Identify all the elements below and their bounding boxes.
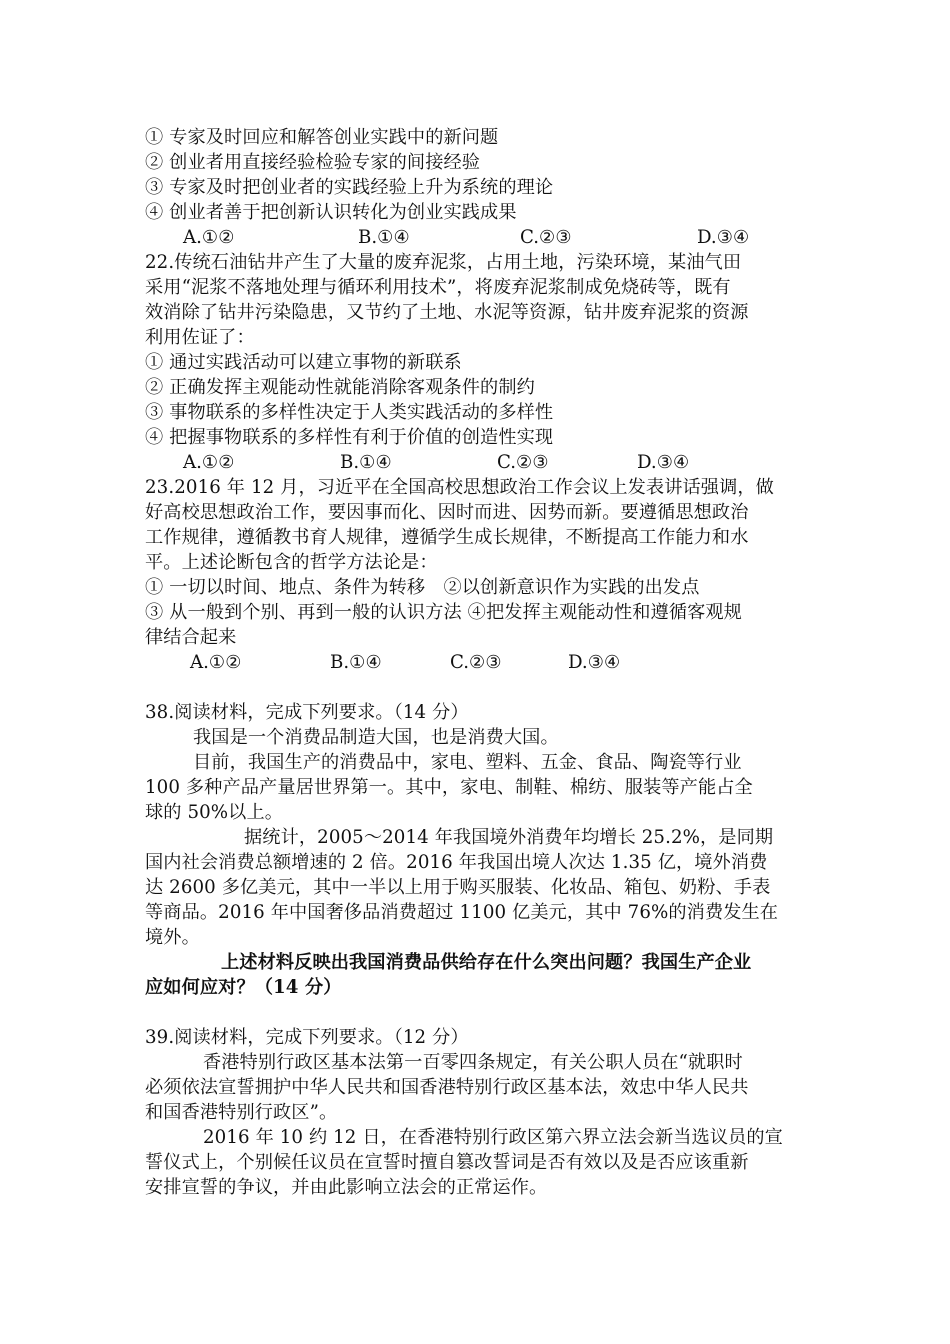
q23-option-d: D.③④ bbox=[568, 652, 621, 673]
q23-stem-line-1: 23.2016 年 12 月，习近平在全国高校思想政治工作会议上发表讲话强调，做 bbox=[145, 477, 774, 498]
q22-stem-line-1: 22.传统石油钻井产生了大量的废弃泥浆，占用土地，污染环境，某油气田 bbox=[145, 252, 742, 273]
q39-para-2-line-2: 誓仪式上，个别候任议员在宣誓时擅自篡改誓词是否有效以及是否应该重新 bbox=[145, 1152, 749, 1173]
q38-heading: 38.阅读材料，完成下列要求。（14 分） bbox=[145, 702, 469, 723]
q21-item-3: ③ 专家及时把创业者的实践经验上升为系统的理论 bbox=[145, 177, 554, 198]
q22-stem-line-3: 效消除了钻井污染隐患，又节约了土地、水泥等资源，钻井废弃泥浆的资源 bbox=[145, 302, 749, 323]
q22-item-2: ② 正确发挥主观能动性就能消除客观条件的制约 bbox=[145, 377, 535, 398]
q38-question-line-2: 应如何应对？（14 分） bbox=[145, 977, 342, 998]
q23-stem-line-2: 好高校思想政治工作，要因事而化、因时而进、因势而新。要遵循思想政治 bbox=[145, 502, 749, 523]
q21-option-c: C.②③ bbox=[520, 227, 572, 248]
q21-item-1: ① 专家及时回应和解答创业实践中的新问题 bbox=[145, 127, 499, 148]
q38-para-2-line-1: 目前，我国生产的消费品中，家电、塑料、五金、食品、陶瓷等行业 bbox=[193, 752, 742, 773]
q38-para-2-line-3: 球的 50%以上。 bbox=[145, 802, 284, 823]
q23-item-line-1: ① 一切以时间、地点、条件为转移 ②以创新意识作为实践的出发点 bbox=[145, 577, 700, 598]
q21-option-d: D.③④ bbox=[697, 227, 750, 248]
q21-option-a: A.①② bbox=[183, 227, 235, 248]
q23-item-line-3: 律结合起来 bbox=[145, 627, 237, 648]
q38-para-2-line-2: 100 多种产品产量居世界第一。其中，家电、制鞋、棉纺、服装等产能占全 bbox=[145, 777, 753, 798]
q22-stem-line-4: 利用佐证了： bbox=[145, 327, 255, 348]
q38-para-3-line-1: 据统计，2005～2014 年我国境外消费年均增长 25.2%，是同期 bbox=[244, 827, 774, 848]
q39-heading: 39.阅读材料，完成下列要求。（12 分） bbox=[145, 1027, 469, 1048]
q38-para-3-line-5: 境外。 bbox=[145, 927, 200, 948]
q22-option-a: A.①② bbox=[183, 452, 235, 473]
q38-para-3-line-4: 等商品。2016 年中国奢侈品消费超过 1100 亿美元，其中 76%的消费发生在 bbox=[145, 902, 779, 923]
q39-para-1-line-3: 和国香港特别行政区”。 bbox=[145, 1102, 338, 1123]
q23-option-c: C.②③ bbox=[450, 652, 502, 673]
q38-para-3-line-2: 国内社会消费总额增速的 2 倍。2016 年我国出境人次达 1.35 亿，境外消费 bbox=[145, 852, 768, 873]
q22-item-3: ③ 事物联系的多样性决定于人类实践活动的多样性 bbox=[145, 402, 554, 423]
q23-stem-line-3: 工作规律，遵循教书育人规律，遵循学生成长规律，不断提高工作能力和水 bbox=[145, 527, 749, 548]
q21-option-b: B.①④ bbox=[358, 227, 410, 248]
q23-item-line-2: ③ 从一般到个别、再到一般的认识方法 ④把发挥主观能动性和遵循客观规 bbox=[145, 602, 742, 623]
q22-stem-line-2: 采用“泥浆不落地处理与循环利用技术”，将废弃泥浆制成免烧砖等，既有 bbox=[145, 277, 731, 298]
q21-item-2: ② 创业者用直接经验检验专家的间接经验 bbox=[145, 152, 481, 173]
q22-option-b: B.①④ bbox=[340, 452, 392, 473]
q22-option-d: D.③④ bbox=[637, 452, 690, 473]
q22-item-1: ① 通过实践活动可以建立事物的新联系 bbox=[145, 352, 462, 373]
q39-para-1-line-1: 香港特别行政区基本法第一百零四条规定，有关公职人员在“就职时 bbox=[203, 1052, 743, 1073]
q39-para-2-line-1: 2016 年 10 约 12 日，在香港特别行政区第六界立法会新当选议员的宣 bbox=[203, 1127, 783, 1148]
q22-item-4: ④ 把握事物联系的多样性有利于价值的创造性实现 bbox=[145, 427, 554, 448]
q23-stem-line-4: 平。上述论断包含的哲学方法论是： bbox=[145, 552, 438, 573]
q22-option-c: C.②③ bbox=[497, 452, 549, 473]
q38-para-3-line-3: 达 2600 多亿美元，其中一半以上用于购买服装、化妆品、箱包、奶粉、手表 bbox=[145, 877, 771, 898]
q38-question-line-1: 上述材料反映出我国消费品供给存在什么突出问题？我国生产企业 bbox=[221, 952, 752, 973]
q23-option-b: B.①④ bbox=[330, 652, 382, 673]
q38-para-1: 我国是一个消费品制造大国，也是消费大国。 bbox=[193, 727, 559, 748]
q39-para-2-line-3: 安排宣誓的争议，并由此影响立法会的正常运作。 bbox=[145, 1177, 548, 1198]
q39-para-1-line-2: 必须依法宣誓拥护中华人民共和国香港特别行政区基本法，效忠中华人民共 bbox=[145, 1077, 749, 1098]
q23-option-a: A.①② bbox=[190, 652, 242, 673]
q21-item-4: ④ 创业者善于把创新认识转化为创业实践成果 bbox=[145, 202, 517, 223]
